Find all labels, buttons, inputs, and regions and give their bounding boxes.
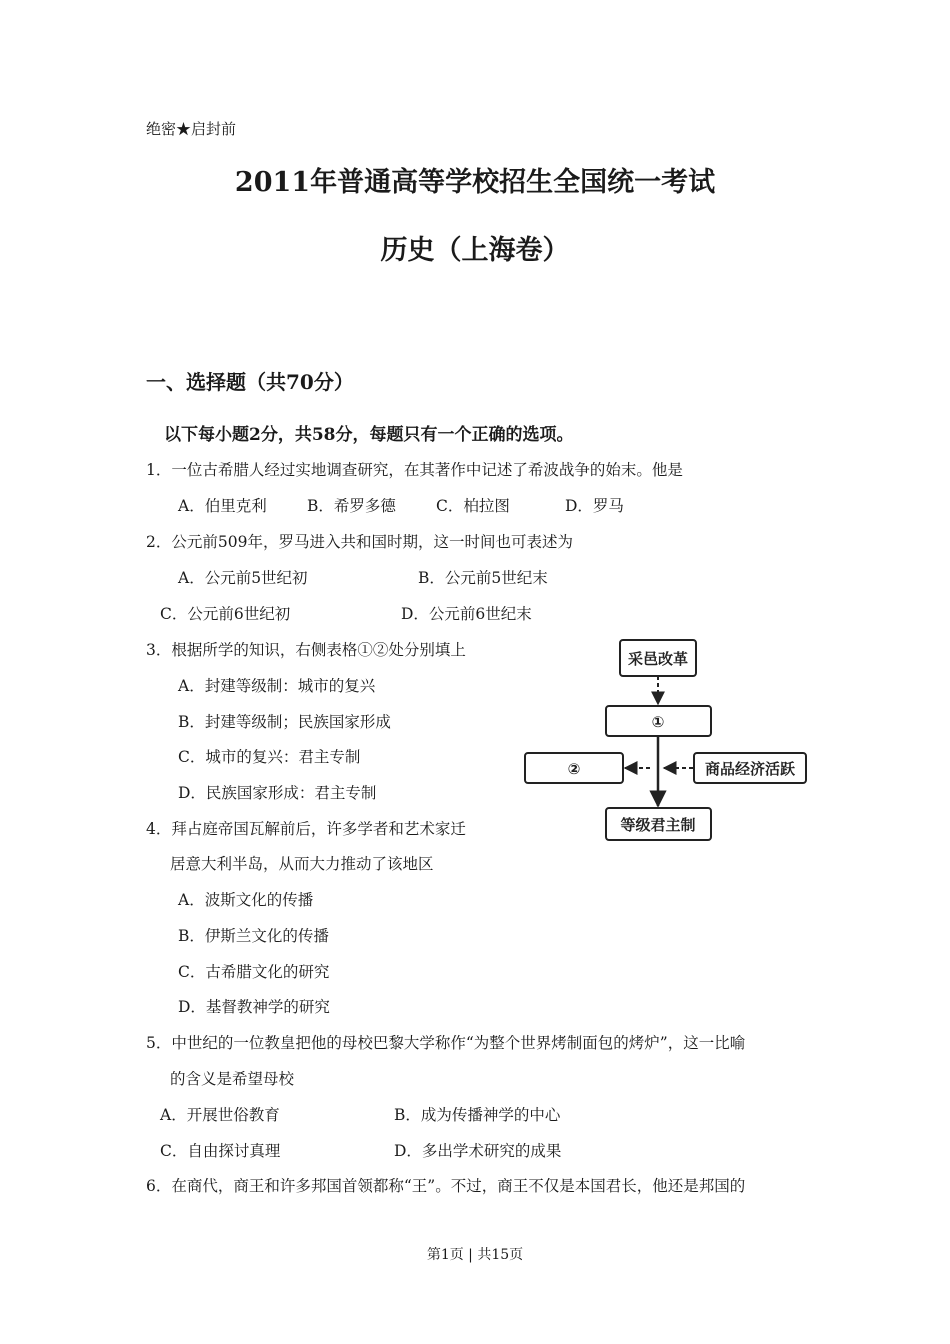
diagram-text-2: ② [567,760,581,778]
secret-mark: 绝密★启封前 [146,120,237,138]
question-3-option-a: A．封建等级制：城市的复兴 [178,677,376,695]
diagram-text-right: 商品经济活跃 [704,760,796,778]
question-5-option-b: B．成为传播神学的中心 [394,1106,561,1124]
page-footer: 第1页 | 共15页 [426,1247,524,1263]
question-1-stem: 1．一位古希腊人经过实地调查研究，在其著作中记述了希波战争的始末。他是 [146,461,683,479]
question-3-option-d: D．民族国家形成：君主专制 [178,784,377,802]
diagram-text-bottom: 等级君主制 [620,816,696,834]
question-4-option-d: D．基督教神学的研究 [178,998,330,1016]
question-2-option-b: B．公元前5世纪末 [418,569,548,587]
question-2-option-c: C．公元前6世纪初 [160,605,291,623]
question-2-stem: 2．公元前509年，罗马进入共和国时期，这一时间也可表述为 [146,533,573,551]
diagram-text-1: ① [651,713,665,731]
question-4-stem-line-1: 4．拜占庭帝国瓦解前后，许多学者和艺术家迁 [146,820,466,838]
question-1-option-b: B．希罗多德 [307,497,396,515]
question-1-option-d: D．罗马 [565,497,624,515]
question-4-stem-line-2: 居意大利半岛，从而大力推动了该地区 [170,855,434,873]
question-1-option-a: A．伯里克利 [178,497,267,515]
question-3-stem: 3．根据所学的知识，右侧表格①②处分别填上 [146,641,466,659]
question-4-option-b: B．伊斯兰文化的传播 [178,927,329,945]
exam-subtitle: 历史（上海卷） [380,235,570,266]
question-4-option-c: C．古希腊文化的研究 [178,963,330,981]
question-3-diagram [518,634,814,850]
section-instruction: 以下每小题2分，共58分，每题只有一个正确的选项。 [164,425,574,445]
question-2-option-d: D．公元前6世纪末 [401,605,532,623]
question-6-stem: 6．在商代，商王和许多邦国首领都称“王”。不过，商王不仅是本国君长，他还是邦国的 [146,1177,746,1195]
question-2-option-a: A．公元前5世纪初 [178,569,308,587]
question-3-option-c: C．城市的复兴：君主专制 [178,748,361,766]
diagram-text-top: 采邑改革 [627,650,689,668]
exam-title: 2011年普通高等学校招生全国统一考试 [234,167,716,198]
question-5-option-c: C．自由探讨真理 [160,1142,281,1160]
question-5-option-d: D．多出学术研究的成果 [394,1142,562,1160]
question-5-option-a: A．开展世俗教育 [160,1106,280,1124]
question-1-option-c: C．柏拉图 [436,497,510,515]
question-5-stem-line-1: 5．中世纪的一位教皇把他的母校巴黎大学称作“为整个世界烤制面包的烤炉”，这一比喻 [146,1034,746,1052]
question-4-option-a: A．波斯文化的传播 [178,891,314,909]
question-3-option-b: B．封建等级制；民族国家形成 [178,713,391,731]
section-heading: 一、选择题（共70分） [146,370,354,394]
question-5-stem-line-2: 的含义是希望母校 [170,1070,295,1088]
